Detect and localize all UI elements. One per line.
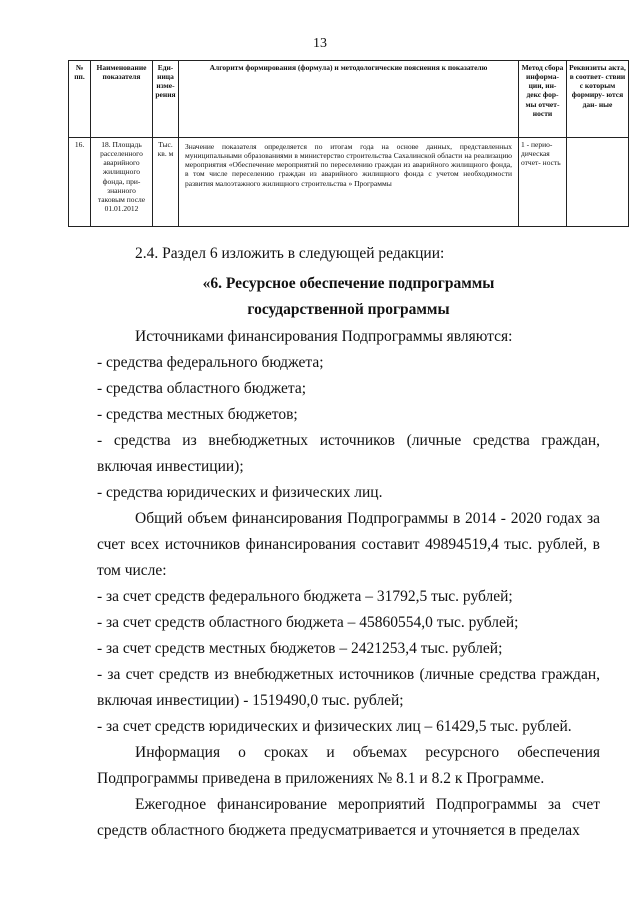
amendment-intro: 2.4. Раздел 6 изложить в следующей редакции: [135,245,445,262]
section-title-line1: «6. Ресурсное обеспечение подпрограммы [202,275,495,292]
table-header-row [69,61,629,138]
cell-requisites [567,138,629,227]
table-row [69,138,629,227]
cell-unit: Тыс. кв. м [153,138,179,227]
source-item: - средства юридических и физических лиц. [97,484,383,501]
source-item: - средства федерального бюджета; [97,354,324,371]
source-item: - средства областного бюджета; [97,380,307,397]
header-name: Наименование показателя [91,61,153,138]
cell-algorithm: Значение показателя определяется по итогам года на основе данных, представленных муниципальными образованиями в министерство строительства Сахалинской области на реализацию мероприятия «Обеспечение мероприятий по переселению граждан из аварийного жилищного фонда, в том числе переселению граждан из аварийного жилищного фонда с учетом необходимости развития малоэтажного жилищного строительства » Программы [179,138,519,227]
header-num: № пп. [69,61,91,138]
source-item: - средства из внебюджетных источников (личные средства граждан, включая инвестиции); [97,432,600,475]
annual-paragraph: Ежегодное финансирование мероприятий Подпрограммы за счет средств областного бюджета предусматривается и уточняется в пределах [97,796,600,839]
header-algorithm: Алгоритм формирования (формула) и методологические пояснения к показателю [179,61,519,138]
header-unit: Еди- ница изме- рения [153,61,179,138]
cell-name: 18. Площадь расселенного аварийного жилищного фонда, при- знанного таковым после 01.01.2012 [91,138,153,227]
breakdown-item: - за счет средств из внебюджетных источников (личные средства граждан, включая инвестиции) - 1519490,0 тыс. рублей; [97,666,600,709]
section-title-line2: государственной программы [247,301,450,318]
cell-num: 16. [69,138,91,227]
indicator-table [68,60,629,227]
document-body [97,241,600,844]
breakdown-item: - за счет средств местных бюджетов – 2421253,4 тыс. рублей; [97,640,503,657]
info-paragraph: Информация о сроках и объемах ресурсного обеспечения Подпрограммы приведена в приложениях № 8.1 и 8.2 к Программе. [97,744,600,787]
breakdown-item: - за счет средств областного бюджета – 45860554,0 тыс. рублей; [97,614,519,631]
total-financing: Общий объем финансирования Подпрограммы в 2014 - 2020 годах за счет всех источников финансирования составит 49894519,4 тыс. рублей, в том числе: [97,510,600,579]
breakdown-item: - за счет средств федерального бюджета – 31792,5 тыс. рублей; [97,588,513,605]
sources-intro: Источниками финансирования Подпрограммы являются: [135,328,513,345]
cell-method: 1 - перио- дическая отчет- ность [519,138,567,227]
source-item: - средства местных бюджетов; [97,406,298,423]
breakdown-item: - за счет средств юридических и физических лиц – 61429,5 тыс. рублей. [97,718,572,735]
page-number: 13 [313,36,327,51]
header-requisites: Реквизиты акта, в соответ- ствии с которым формиру- ются дан- ные [567,61,629,138]
header-method: Метод сбора информа- ции, ин- декс фор- мы отчет- ности [519,61,567,138]
